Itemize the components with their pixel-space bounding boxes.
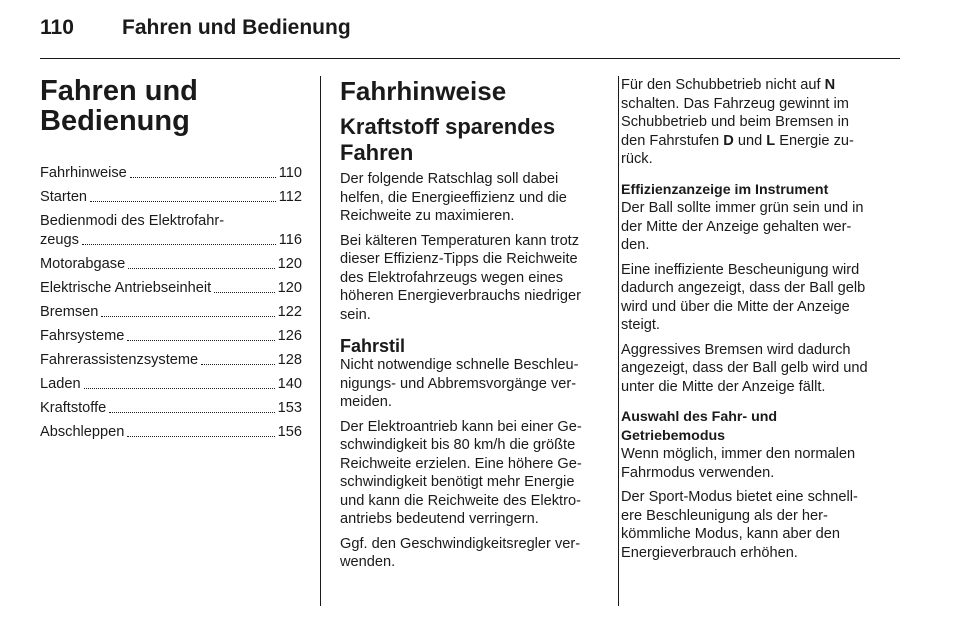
paragraph: Für den Schubbetrieb nicht auf N schalten. Das Fahrzeug gewinnt im Schubbetrieb und beim Bremsen in den Fahrstufen D und L Energie zu- rück.: [621, 77, 854, 167]
paragraph: Nicht notwendige schnelle Beschleu- nigungs- und Abbremsvorgänge ver- meiden.: [340, 357, 579, 410]
toc-entry[interactable]: Fahrsysteme 126: [40, 328, 302, 344]
toc-entry[interactable]: Bremsen 122: [40, 304, 302, 320]
paragraph: Bei kälteren Temperaturen kann trotz dieser Effizienz-Tipps die Reichweite des Elektrofahrzeugs wegen eines höheren Energieverbrauchs niedriger sein.: [340, 232, 581, 323]
subsection-title: Kraftstoff sparendes Fahren: [340, 114, 556, 165]
section-title: Fahrhinweise: [340, 76, 507, 106]
paragraph: Der Sport-Modus bietet eine schnell- ere Beschleunigung als der her- kömmliche Modus, kann aber den Energieverbrauch erhöhen.: [621, 489, 858, 561]
minor-heading: Effizienzanzeige im Instrument: [621, 181, 829, 198]
paragraph: Eine ineffiziente Bescheunigung wird dadurch angezeigt, dass der Ball gelb wird und über die Mitte der Anzeige steigt.: [621, 261, 866, 333]
running-header-title: Fahren und Bedienung: [122, 16, 351, 39]
toc-entry[interactable]: Fahrhinweise 110: [40, 165, 302, 181]
toc-entry[interactable]: Motorabgase 120: [40, 256, 302, 272]
column-divider: [618, 76, 619, 606]
paragraph: Der Elektroantrieb kann bei einer Ge- schwindigkeit bis 80 km/h die größte Reichweite erzielen. Eine höhere Ge- schwindigkeit benötigt mehr Energie und kann die Reichweite des Elektro- antriebs bedeutend verringern.: [340, 418, 582, 527]
sub-heading: Fahrstil: [340, 336, 406, 356]
toc-entry[interactable]: Fahrerassistenzsysteme 128: [40, 352, 302, 368]
paragraph: Wenn möglich, immer den normalen Fahrmodus verwenden.: [621, 446, 856, 481]
minor-heading: Auswahl des Fahr- und Getriebemodus: [621, 409, 778, 444]
content-column-right: [621, 76, 903, 568]
content-column-middle: [340, 76, 602, 578]
toc-entry[interactable]: Laden 140: [40, 376, 302, 392]
toc-entry[interactable]: Abschleppen 156: [40, 424, 302, 440]
toc-entry[interactable]: Kraftstoffe 153: [40, 400, 302, 416]
paragraph: Der folgende Ratschlag soll dabei helfen, die Energieeffizienz und die Reichweite zu maximieren.: [340, 171, 567, 224]
chapter-toc-column: [40, 76, 302, 447]
header-rule: [40, 58, 900, 59]
paragraph: Ggf. den Geschwindigkeitsregler ver- wenden.: [340, 535, 581, 570]
paragraph: Aggressives Bremsen wird dadurch angezeigt, dass der Ball gelb wird und unter die Mitte der Anzeige fällt.: [621, 341, 868, 395]
page-number: 110: [40, 16, 74, 39]
paragraph: Der Ball sollte immer grün sein und in der Mitte der Anzeige gehalten wer- den.: [621, 200, 864, 253]
page-header: [40, 16, 920, 46]
toc-entry[interactable]: Elektrische Antriebseinheit 120: [40, 280, 302, 296]
toc-entry[interactable]: Bedienmodi des Elektrofahr- zeugs 116: [40, 213, 302, 248]
toc-entry[interactable]: Starten 112: [40, 189, 302, 205]
column-divider: [320, 76, 321, 606]
chapter-title: Fahren und Bedienung: [40, 75, 198, 137]
